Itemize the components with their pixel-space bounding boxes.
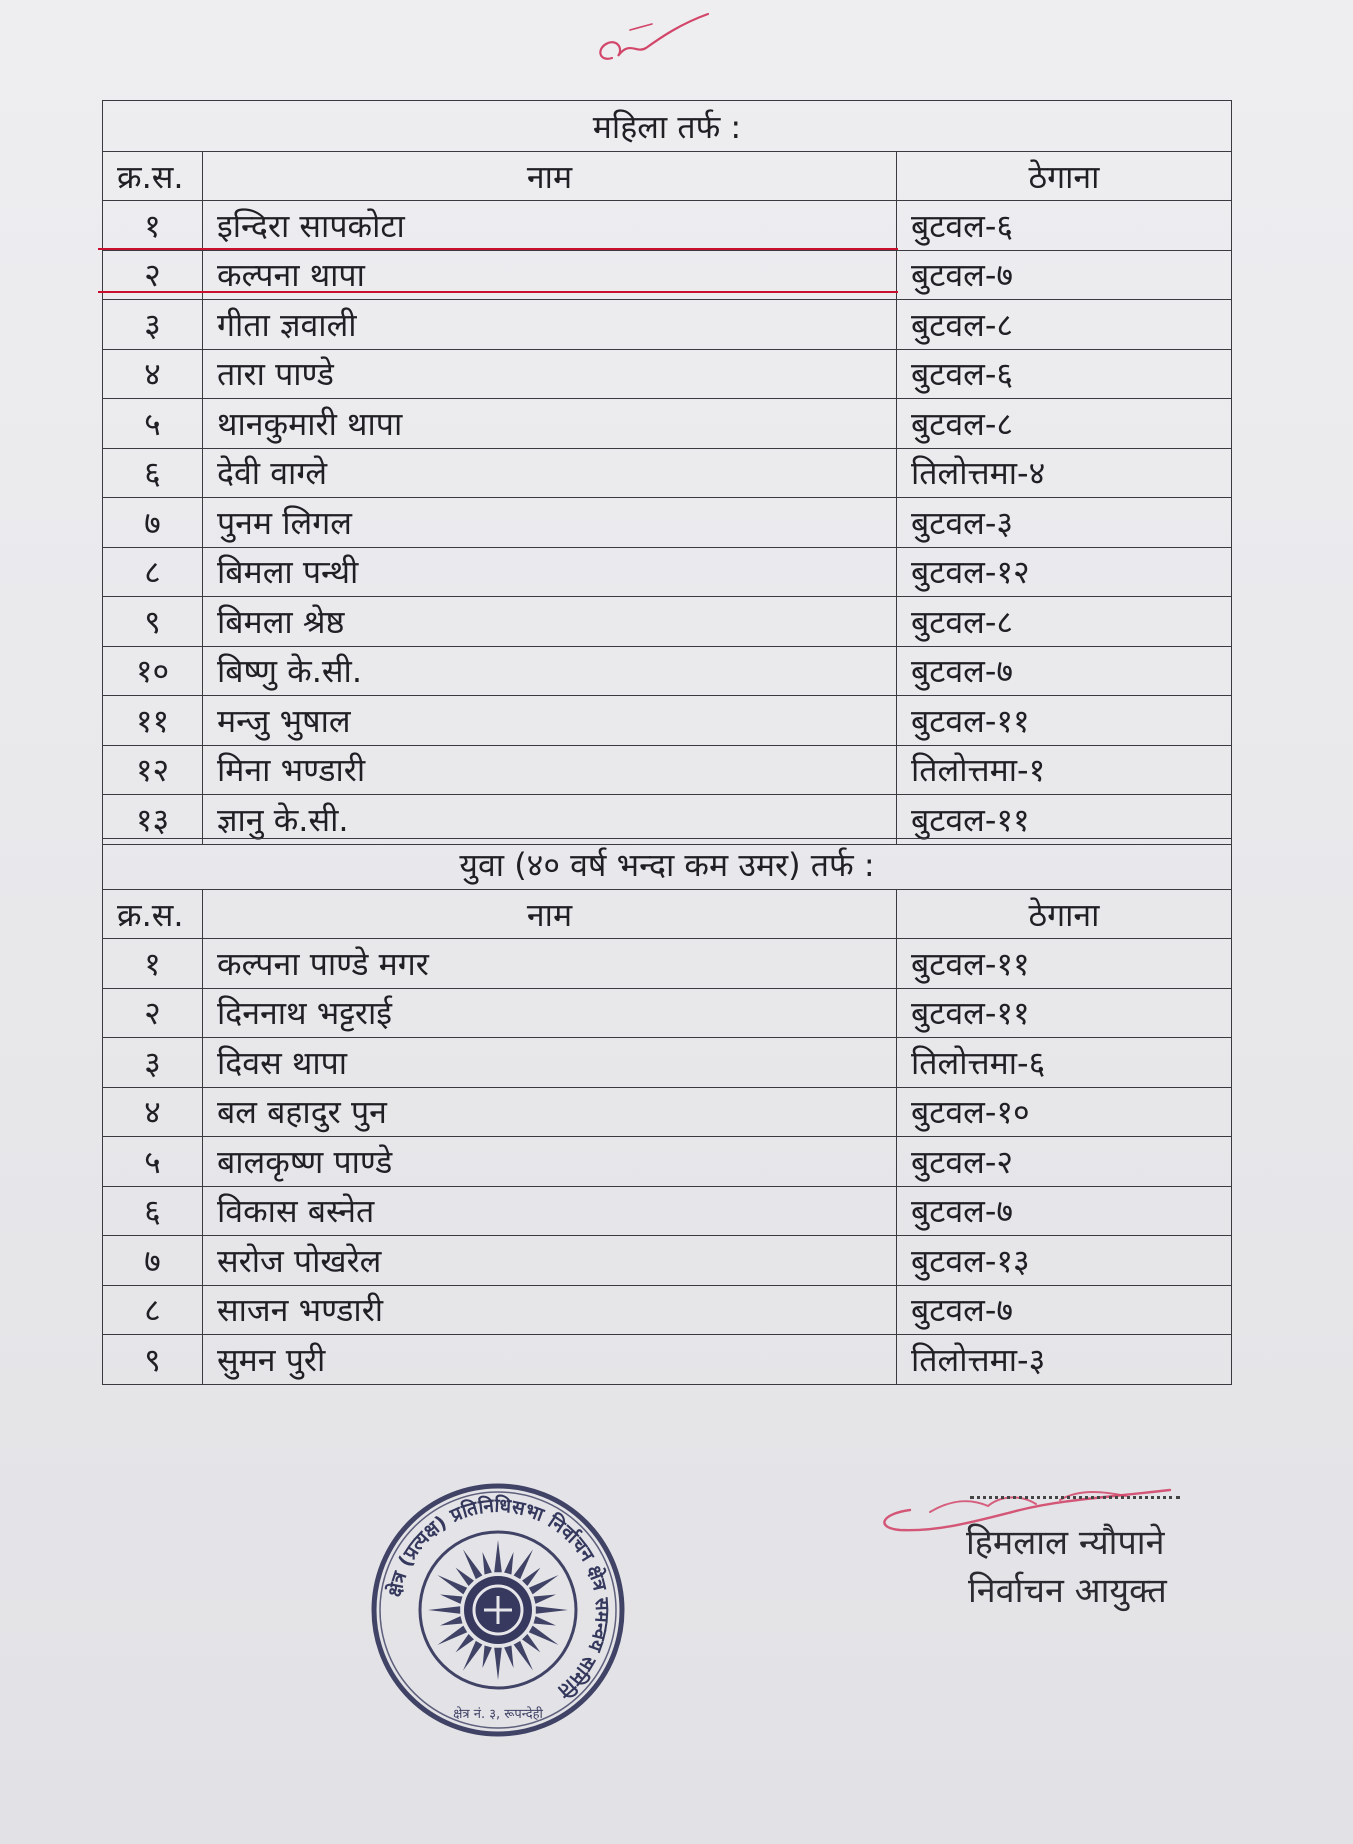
women-candidates-table (102, 100, 1232, 845)
serial-number-cell: ९ (103, 1335, 203, 1385)
table-row (103, 300, 1232, 350)
red-underline-bottom (98, 291, 898, 293)
women-header-row (103, 152, 1232, 201)
table-row (103, 1285, 1232, 1335)
address-cell: तिलोत्तमा-३ (896, 1335, 1231, 1385)
table-row (103, 988, 1232, 1038)
address-cell: बुटवल-८ (896, 597, 1231, 647)
table-row (103, 1335, 1232, 1385)
name-cell: दिवस थापा (203, 1038, 897, 1088)
serial-number-cell: ९ (103, 597, 203, 647)
address-cell: बुटवल-११ (896, 696, 1231, 746)
name-cell: बिष्णु के.सी. (203, 646, 897, 696)
serial-number-cell: ३ (103, 1038, 203, 1088)
name-cell: सरोज पोखरेल (203, 1236, 897, 1286)
serial-number-cell: १ (103, 201, 203, 251)
seal-ray (482, 1646, 491, 1668)
table-row (103, 399, 1232, 449)
name-cell: सुमन पुरी (203, 1335, 897, 1385)
name-cell: पुनम लिगल (203, 498, 897, 548)
table-row (103, 1236, 1232, 1286)
header-serial: क्र.स. (103, 890, 203, 939)
youth-header-row (103, 890, 1232, 939)
table-row (103, 646, 1232, 696)
red-underline-top (98, 248, 898, 250)
name-cell: विकास बस्नेत (203, 1186, 897, 1236)
official-seal (368, 1480, 628, 1740)
table-row (103, 448, 1232, 498)
address-cell: बुटवल-१२ (896, 547, 1231, 597)
table-row (103, 1137, 1232, 1187)
address-cell: बुटवल-७ (896, 646, 1231, 696)
table-row (103, 939, 1232, 989)
seal-ray (529, 1575, 559, 1594)
name-cell: मिना भण्डारी (203, 745, 897, 795)
seal-ray (522, 1634, 540, 1652)
address-cell: बुटवल-८ (896, 399, 1231, 449)
table-row (103, 349, 1232, 399)
serial-number-cell: ७ (103, 498, 203, 548)
seal-ray (437, 1626, 467, 1645)
seal-ring-text: क्षेत्र (प्रत्यक्ष) प्रतिनिधिसभा निर्वाचन क्षेत्र समन्वय समिति (383, 1494, 614, 1702)
header-name: नाम (203, 152, 897, 201)
address-cell: बुटवल-११ (896, 795, 1231, 845)
initials-mark (590, 10, 730, 80)
serial-number-cell: २ (103, 250, 203, 300)
name-cell: बिमला श्रेष्ठ (203, 597, 897, 647)
table-row (103, 795, 1232, 845)
address-cell: बुटवल-६ (896, 201, 1231, 251)
table-row (103, 498, 1232, 548)
name-cell: इन्दिरा सापकोटा (203, 201, 897, 251)
serial-number-cell: ११ (103, 696, 203, 746)
serial-number-cell: ६ (103, 448, 203, 498)
seal-ray (456, 1568, 474, 1586)
serial-number-cell: ६ (103, 1186, 203, 1236)
name-cell: बल बहादुर पुन (203, 1087, 897, 1137)
youth-section-title: युवा (४० वर्ष भन्दा कम उमर) तर्फ : (103, 839, 1232, 890)
serial-number-cell: १० (103, 646, 203, 696)
name-cell: कल्पना पाण्डे मगर (203, 939, 897, 989)
seal-ray (494, 1540, 502, 1572)
seal-ray (494, 1648, 502, 1680)
name-cell: मन्जु भुषाल (203, 696, 897, 746)
header-serial: क्र.स. (103, 152, 203, 201)
address-cell: तिलोत्तमा-४ (896, 448, 1231, 498)
serial-number-cell: ५ (103, 1137, 203, 1187)
table-row (103, 597, 1232, 647)
seal-ray (522, 1568, 540, 1586)
header-address: ठेगाना (896, 890, 1231, 939)
seal-ray (514, 1549, 533, 1579)
serial-number-cell: ४ (103, 349, 203, 399)
address-cell: बुटवल-२ (896, 1137, 1231, 1187)
address-cell: बुटवल-७ (896, 250, 1231, 300)
table-row (103, 201, 1232, 251)
address-cell: बुटवल-१० (896, 1087, 1231, 1137)
seal-ray (504, 1646, 513, 1668)
serial-number-cell: ८ (103, 547, 203, 597)
name-cell: बिमला पन्थी (203, 547, 897, 597)
signature-dotted-line (970, 1496, 1180, 1499)
name-cell: गीता ज्ञवाली (203, 300, 897, 350)
signatory-title: निर्वाचन आयुक्त (968, 1571, 1167, 1611)
address-cell: तिलोत्तमा-१ (896, 745, 1231, 795)
name-cell: कल्पना थापा (203, 250, 897, 300)
address-cell: बुटवल-७ (896, 1186, 1231, 1236)
address-cell: बुटवल-११ (896, 988, 1231, 1038)
name-cell: ज्ञानु के.सी. (203, 795, 897, 845)
address-cell: बुटवल-११ (896, 939, 1231, 989)
address-cell: बुटवल-६ (896, 349, 1231, 399)
serial-number-cell: ४ (103, 1087, 203, 1137)
seal-ray (529, 1626, 559, 1645)
address-cell: बुटवल-१३ (896, 1236, 1231, 1286)
name-cell: थानकुमारी थापा (203, 399, 897, 449)
address-cell: बुटवल-८ (896, 300, 1231, 350)
seal-ray (456, 1634, 474, 1652)
header-name: नाम (203, 890, 897, 939)
seal-ray (428, 1606, 460, 1614)
seal-ray (482, 1552, 491, 1574)
seal-ray (440, 1594, 462, 1603)
address-cell: बुटवल-३ (896, 498, 1231, 548)
youth-candidates-table (102, 838, 1232, 1385)
serial-number-cell: १२ (103, 745, 203, 795)
table-row (103, 1186, 1232, 1236)
address-cell: तिलोत्तमा-६ (896, 1038, 1231, 1088)
table-row (103, 696, 1232, 746)
seal-ray (536, 1606, 568, 1614)
table-row (103, 745, 1232, 795)
seal-ray (514, 1641, 533, 1671)
seal-ray (463, 1641, 482, 1671)
serial-number-cell: ८ (103, 1285, 203, 1335)
serial-number-cell: १ (103, 939, 203, 989)
name-cell: बालकृष्ण पाण्डे (203, 1137, 897, 1187)
table-row (103, 547, 1232, 597)
table-row (103, 1087, 1232, 1137)
serial-number-cell: १३ (103, 795, 203, 845)
table-row (103, 1038, 1232, 1088)
seal-ray (463, 1549, 482, 1579)
women-section-title: महिला तर्फ : (103, 101, 1232, 152)
signatory-name: हिमलाल न्यौपाने (966, 1523, 1165, 1563)
serial-number-cell: २ (103, 988, 203, 1038)
seal-ray (504, 1552, 513, 1574)
name-cell: तारा पाण्डे (203, 349, 897, 399)
serial-number-cell: ३ (103, 300, 203, 350)
seal-ray (534, 1616, 556, 1625)
seal-ray (440, 1616, 462, 1625)
name-cell: दिननाथ भट्टराई (203, 988, 897, 1038)
seal-bottom-text: क्षेत्र नं. ३, रूपन्देही (453, 1707, 543, 1722)
name-cell: देवी वाग्ले (203, 448, 897, 498)
seal-ray (534, 1594, 556, 1603)
serial-number-cell: ७ (103, 1236, 203, 1286)
address-cell: बुटवल-७ (896, 1285, 1231, 1335)
header-address: ठेगाना (896, 152, 1231, 201)
name-cell: साजन भण्डारी (203, 1285, 897, 1335)
seal-ray (437, 1575, 467, 1594)
serial-number-cell: ५ (103, 399, 203, 449)
